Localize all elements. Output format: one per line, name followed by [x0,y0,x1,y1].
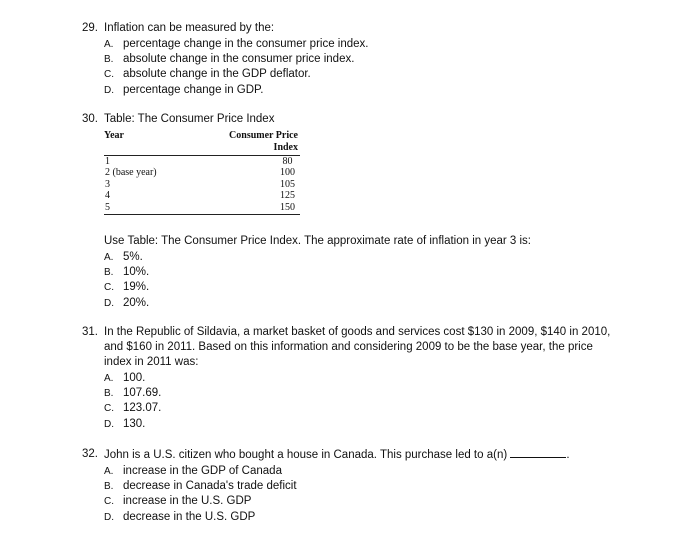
option-d [104,417,612,432]
option-text: decrease in the U.S. GDP [123,510,256,523]
option-letter: C. [104,282,114,294]
option-text: 20%. [123,296,150,309]
cpi-cell: 105 [280,178,295,190]
option-letter: B. [104,388,114,400]
option-b [104,52,662,67]
question-text: Inflation can be measured by the: [104,22,275,34]
column-header-cpi: Consumer Price Index [229,130,298,153]
question-32 [82,447,662,525]
question-text: In the Republic of Sildavia, a market basket of goods and services cost $130 in 2009, $140 in 2010, and $160 in 2011. Based on this information and considering 2009 to be the base year, the price index in 2011 was: [104,326,611,368]
option-text: absolute change in the consumer price index. [123,53,355,66]
cpi-table [104,130,300,215]
option-b [104,265,664,280]
option-c [104,401,612,416]
year-cell: 2 (base year) [105,167,157,179]
option-text: 107.69. [123,387,162,400]
option-b [104,386,612,401]
option-text: 123.07. [123,402,162,415]
options-list [104,37,662,98]
options-list [104,250,664,311]
option-c [104,67,662,82]
question-31 [82,325,612,432]
option-letter: B. [104,54,114,66]
question-number: 30. [82,113,98,125]
option-text: 5%. [123,251,143,263]
question-text: John is a U.S. citizen who bought a house in Canada. This purchase led to a(n) [104,449,508,461]
option-letter: A. [104,39,114,50]
question-text-end: . [566,449,570,461]
cpi-cell: 125 [280,190,295,202]
option-text: percentage change in GDP. [123,83,264,96]
year-cell: 4 [105,190,110,202]
table-row [104,156,300,167]
question-29 [82,21,662,98]
option-letter: C. [104,403,114,415]
cpi-cell: 150 [280,201,295,213]
option-a [104,464,662,479]
option-a [104,37,662,52]
answer-blank [510,447,566,458]
option-text: absolute change in the GDP deflator. [123,68,311,81]
table-row [104,190,300,201]
table-header [104,130,300,156]
options-list [104,371,612,432]
option-text: decrease in Canada's trade deficit [123,480,297,493]
table-bottom-rule [104,214,300,215]
option-a [104,371,612,386]
option-letter: C. [104,496,114,508]
option-d [104,83,662,98]
option-text: 130. [123,417,146,430]
table-caption: Table: The Consumer Price Index [104,113,275,125]
option-letter: B. [104,481,114,493]
question-number: 32. [82,448,98,460]
option-letter: D. [104,511,114,523]
option-letter: D. [104,297,114,309]
option-d [104,510,662,525]
option-letter: A. [104,373,114,384]
question-number: 31. [82,326,98,338]
option-letter: A. [104,252,114,263]
option-text: percentage change in the consumer price index. [123,38,369,50]
option-d [104,296,664,311]
option-text: 19%. [123,281,150,294]
option-letter: D. [104,84,114,96]
cpi-cell: 100 [280,167,295,179]
question-30 [82,112,662,127]
table-row [104,202,300,213]
option-text: 10%. [123,266,150,279]
option-c [104,494,662,509]
year-cell: 5 [105,201,110,213]
option-a [104,250,664,265]
option-letter: A. [104,466,114,477]
year-cell: 1 [105,156,110,167]
option-text: increase in the U.S. GDP [123,495,252,508]
year-cell: 3 [105,178,110,190]
option-b [104,479,662,494]
option-letter: D. [104,418,114,430]
table-row [104,179,300,190]
question-prompt: Use Table: The Consumer Price Index. The approximate rate of inflation in year 3 is: [104,235,531,247]
options-list [104,464,662,525]
question-text-wrap [104,447,662,463]
option-c [104,280,664,295]
option-text: 100. [123,372,146,384]
cpi-cell: 80 [282,156,293,167]
option-letter: B. [104,267,114,279]
option-letter: C. [104,69,114,81]
question-number: 29. [82,22,98,34]
table-row [104,167,300,178]
question-30-prompt-block [104,234,664,311]
option-text: increase in the GDP of Canada [123,465,282,477]
column-header-year: Year [104,130,124,141]
